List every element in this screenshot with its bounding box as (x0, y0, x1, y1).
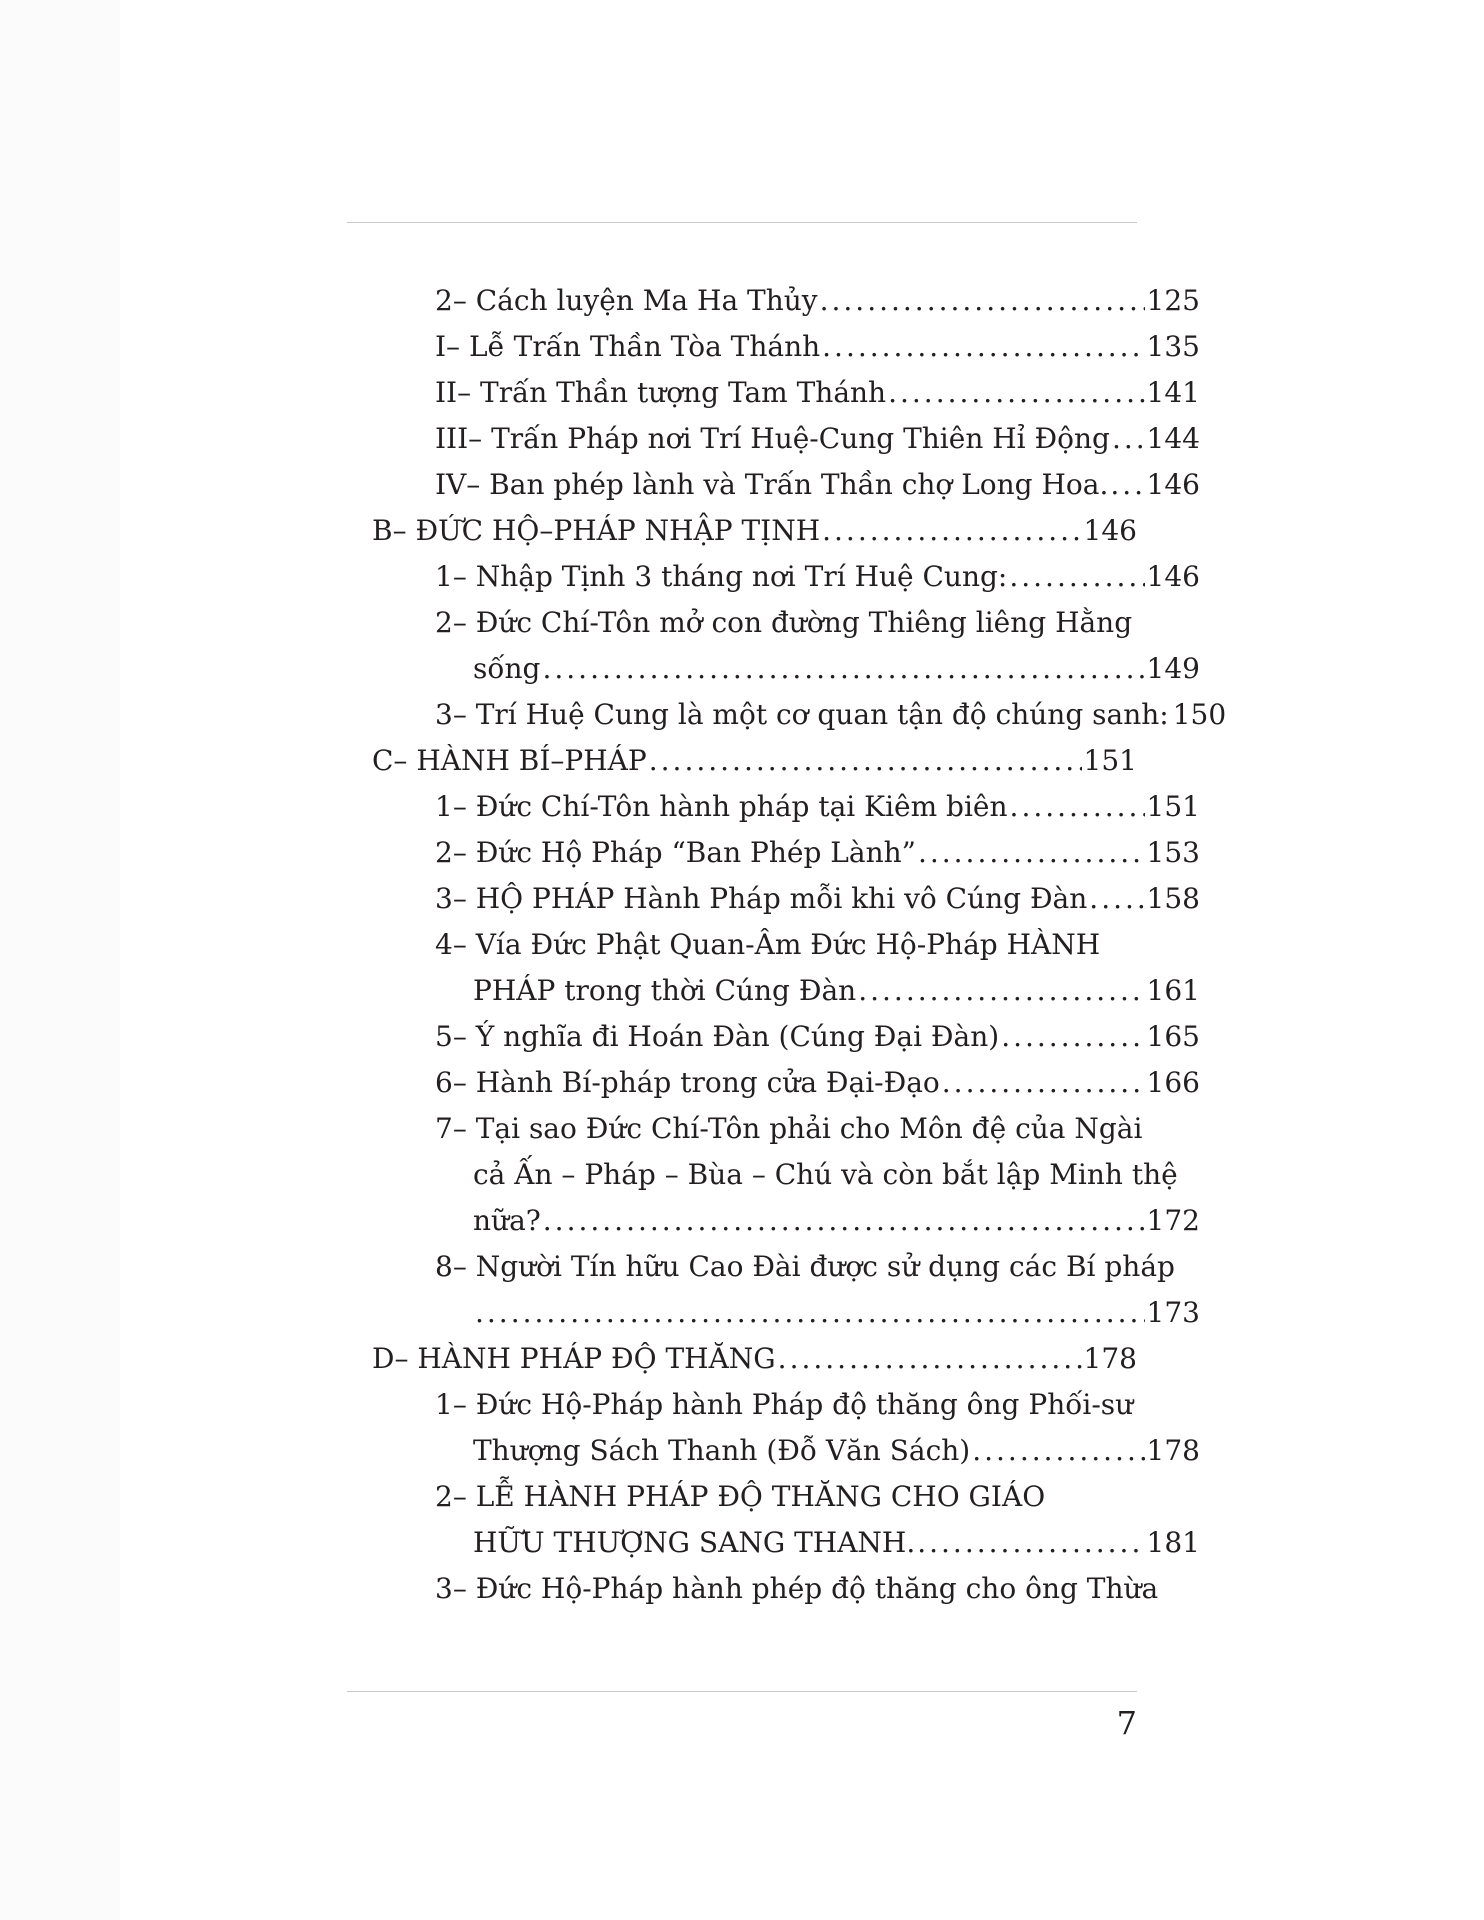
dot-leader (1009, 554, 1144, 600)
toc-page-number: 181 (1146, 1526, 1200, 1559)
toc-page-number: 146 (1146, 560, 1200, 593)
toc-entry (372, 462, 1200, 508)
toc-section-entry (372, 1336, 1137, 1382)
toc-page-number: 141 (1146, 376, 1200, 409)
left-margin-shade (0, 0, 120, 1920)
dot-leader (972, 1428, 1144, 1474)
toc-page-number: 172 (1146, 1204, 1200, 1237)
header-rule (347, 222, 1137, 223)
toc-entry-title: 1– Nhập Tịnh 3 tháng nơi Trí Huệ Cung: (435, 560, 1008, 593)
toc-page-number: 149 (1146, 652, 1200, 685)
toc-entry (372, 554, 1200, 600)
toc-entry-title: 6– Hành Bí-pháp trong cửa Đại-Đạo (435, 1066, 940, 1099)
toc-entry (372, 1566, 1200, 1612)
page-number: 7 (1116, 1704, 1137, 1742)
toc-entry (372, 1014, 1200, 1060)
toc-entry-title: 3– Trí Huệ Cung là một cơ quan tận độ chúng sanh: (435, 698, 1169, 731)
toc-entry (372, 692, 1227, 738)
toc-entry (372, 324, 1200, 370)
toc-entry-title-line: 8– Người Tín hữu Cao Đài được sử dụng các Bí pháp (435, 1250, 1175, 1283)
toc-page-number: 173 (1146, 1296, 1200, 1329)
dot-leader (649, 738, 1082, 784)
toc-entry-title: D– HÀNH PHÁP ĐỘ THĂNG (372, 1342, 776, 1375)
toc-page-number: 146 (1146, 468, 1200, 501)
toc-entry-title-line: 3– Đức Hộ-Pháp hành phép độ thăng cho ông Thừa (435, 1572, 1159, 1605)
toc-page-number: 161 (1146, 974, 1200, 1007)
toc-entry-title: II– Trấn Thần tượng Tam Thánh (435, 376, 887, 409)
toc-entry (372, 1060, 1200, 1106)
toc-entry-title: I– Lễ Trấn Thần Tòa Thánh (435, 330, 821, 363)
footer-rule (347, 1691, 1137, 1692)
toc-entry (372, 600, 1200, 692)
toc-entry-title: B– ĐỨC HỘ–PHÁP NHẬP TỊNH (372, 514, 821, 547)
toc-page-number: 178 (1083, 1342, 1137, 1375)
dot-leader (917, 1520, 1144, 1566)
toc-entry-title: 2– Cách luyện Ma Ha Thủy (435, 284, 818, 317)
toc-entry-title: 1– Đức Chí-Tôn hành pháp tại Kiêm biên (435, 790, 1008, 823)
toc-page-number: 151 (1146, 790, 1200, 823)
toc-page-number: 158 (1146, 882, 1200, 915)
toc-entry-title-line: 4– Vía Đức Phật Quan-Âm Đức Hộ-Pháp HÀNH (435, 928, 1101, 961)
toc-entry-title: 2– Đức Hộ Pháp “Ban Phép Lành” (435, 836, 916, 869)
toc-entry (372, 1106, 1200, 1244)
toc-entry-title-line: 2– Đức Chí-Tôn mở con đường Thiêng liêng Hằng (435, 606, 1133, 639)
toc-page-number: 178 (1146, 1434, 1200, 1467)
toc-section-entry (372, 738, 1137, 784)
toc-page-number: 146 (1083, 514, 1137, 547)
toc-page-number: 166 (1146, 1066, 1200, 1099)
toc-entry (372, 278, 1200, 324)
toc-entry (372, 784, 1200, 830)
toc-entry-title-line: 2– LỄ HÀNH PHÁP ĐỘ THĂNG CHO GIÁO (435, 1480, 1046, 1513)
dot-leader (918, 830, 1145, 876)
toc-page-number: 151 (1083, 744, 1137, 777)
toc-entry (372, 416, 1200, 462)
toc-entry-title: 3– HỘ PHÁP Hành Pháp mỗi khi vô Cúng Đàn (435, 882, 1088, 915)
toc-entry (372, 370, 1200, 416)
toc-page-number: 153 (1146, 836, 1200, 869)
toc-entry (372, 876, 1200, 922)
toc-entry-title: PHÁP trong thời Cúng Đàn (473, 974, 857, 1007)
toc-entry (372, 922, 1200, 1014)
dot-leader (858, 968, 1144, 1014)
dot-leader (822, 324, 1144, 370)
toc-entry (372, 1244, 1200, 1336)
dot-leader (1089, 876, 1144, 922)
dot-leader (542, 646, 1144, 692)
toc-entry-title: IV– Ban phép lành và Trấn Thần chợ Long Hoa. (435, 468, 1109, 501)
dot-leader (1110, 462, 1144, 508)
toc-entry (372, 1474, 1200, 1566)
toc-entry-title: sống (473, 652, 541, 685)
dot-leader (822, 508, 1081, 554)
toc-section-entry (372, 508, 1137, 554)
toc-entry-title-line: 7– Tại sao Đức Chí-Tôn phải cho Môn đệ của Ngài (435, 1112, 1143, 1145)
dot-leader (543, 1198, 1145, 1244)
toc-page-number: 165 (1146, 1020, 1200, 1053)
dot-leader (942, 1060, 1145, 1106)
toc-entry (372, 830, 1200, 876)
toc-entry-title: Thượng Sách Thanh (Đỗ Văn Sách) (473, 1434, 971, 1467)
toc-page-number: 135 (1146, 330, 1200, 363)
dot-leader (778, 1336, 1082, 1382)
toc-entry-title-line: 1– Đức Hộ-Pháp hành Pháp độ thăng ông Phối-sư (435, 1388, 1134, 1421)
dot-leader (1112, 416, 1145, 462)
dot-leader (1010, 784, 1145, 830)
dot-leader (888, 370, 1144, 416)
toc-entry-title: C– HÀNH BÍ–PHÁP (372, 744, 647, 777)
dot-leader (1001, 1014, 1144, 1060)
toc-entry-title: HỮU THƯỢNG SANG THANH. (473, 1526, 916, 1559)
toc-entry-title: nữa? (473, 1204, 541, 1237)
toc-page-number: 125 (1146, 284, 1200, 317)
toc-entry (372, 1382, 1200, 1474)
toc-page-number: 144 (1146, 422, 1200, 455)
dot-leader (820, 278, 1145, 324)
dot-leader (475, 1290, 1145, 1336)
toc-page-number: 150 (1172, 698, 1227, 731)
table-of-contents (372, 278, 1227, 1612)
toc-entry-title: III– Trấn Pháp nơi Trí Huệ-Cung Thiên Hỉ Động (435, 422, 1110, 455)
toc-entry-title: 5– Ý nghĩa đi Hoán Đàn (Cúng Đại Đàn) (435, 1020, 1000, 1053)
toc-entry-title-line: cả Ấn – Pháp – Bùa – Chú và còn bắt lập Minh thệ (473, 1158, 1178, 1191)
